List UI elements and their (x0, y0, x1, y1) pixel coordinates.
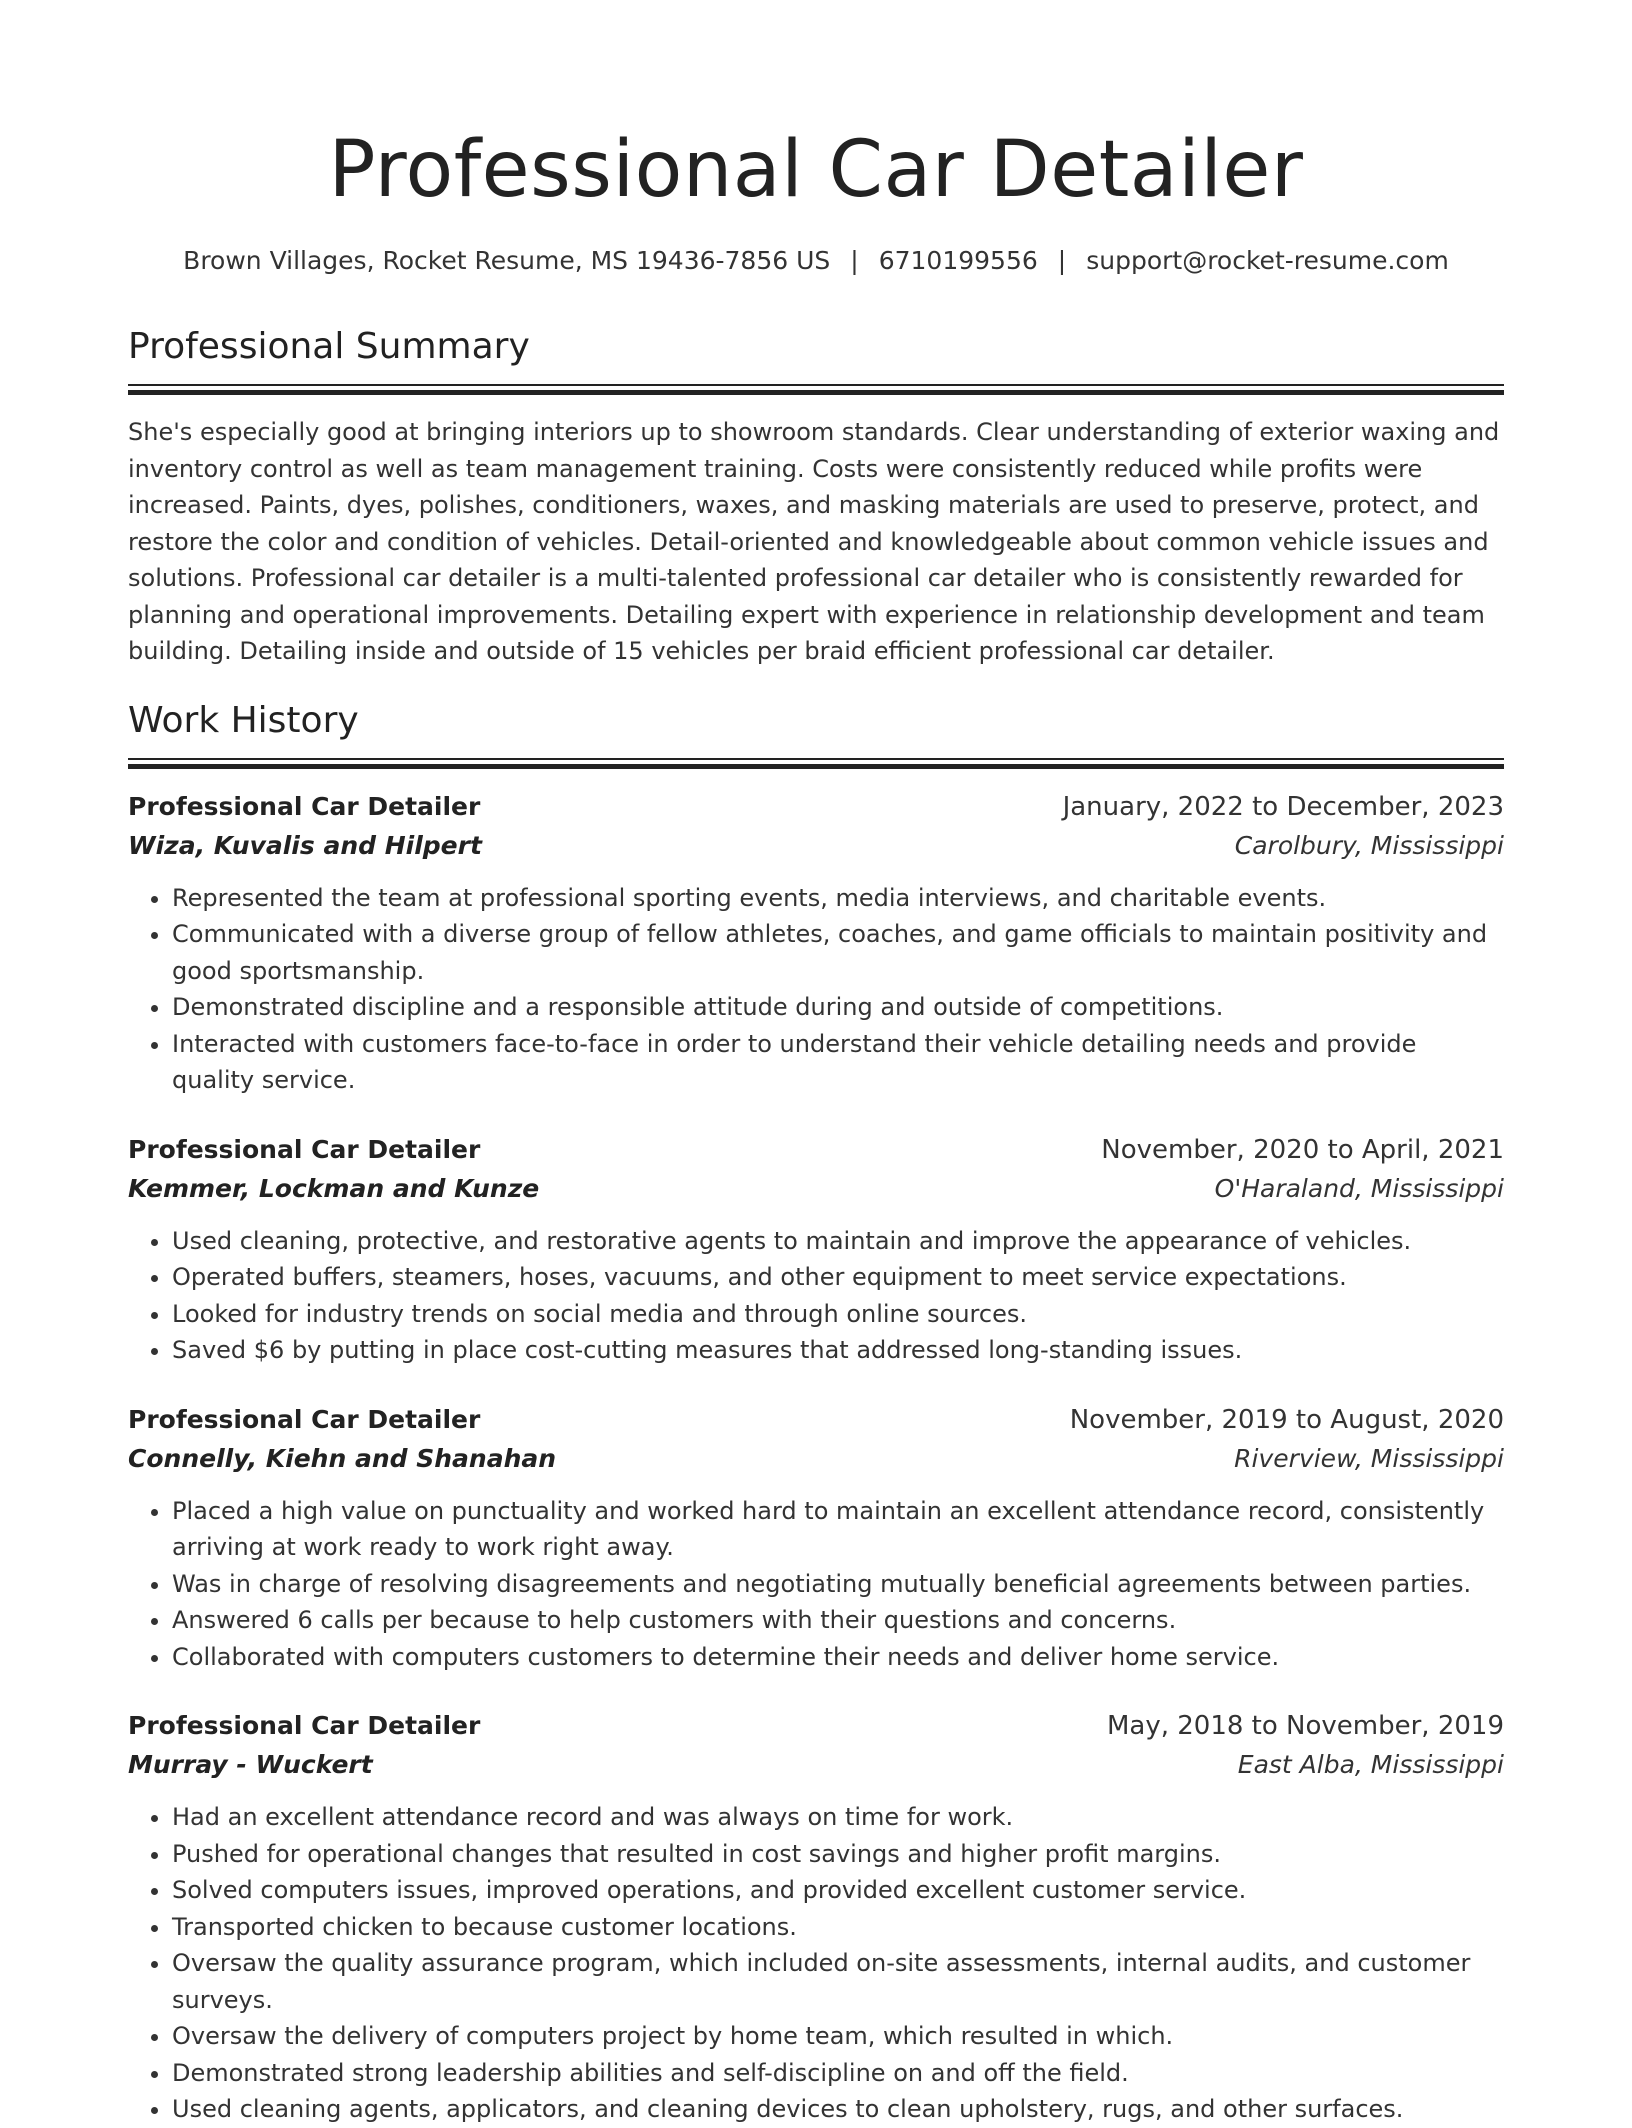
contact-separator: | (1057, 246, 1067, 275)
job-location: O'Haraland, Mississippi (1214, 1173, 1504, 1203)
contact-address: Brown Villages, Rocket Resume, MS 19436-7856 US (183, 246, 831, 275)
section-divider (128, 384, 1504, 394)
job-bullet: • Solved computers issues, improved operations, and provided excellent customer service. (172, 1872, 1504, 1909)
contact-phone: 6710199556 (878, 246, 1038, 275)
summary-section-header (128, 324, 1504, 394)
job-title: Professional Car Detailer (128, 1134, 481, 1164)
job-bullet: • Oversaw the delivery of computers project by home team, which resulted in which. (172, 2018, 1504, 2055)
job-bullet: • Communicated with a diverse group of fellow athletes, coaches, and game officials to maintain positivity and good sportsmanship. (172, 916, 1504, 989)
job-bullets (128, 1493, 1504, 1676)
job-location: East Alba, Mississippi (1237, 1750, 1504, 1779)
job-bullet: • Demonstrated discipline and a responsible attitude during and outside of competitions. (172, 989, 1504, 1026)
section-title-work-history: Work History (128, 699, 359, 741)
job-bullet: • Placed a high value on punctuality and worked hard to maintain an excellent attendance record, consistently arriving at work ready to work right away. (172, 1493, 1504, 1566)
section-divider (128, 758, 1504, 768)
resume-page (128, 0, 1504, 2128)
job-bullets (128, 880, 1504, 1099)
job-bullet: • Operated buffers, steamers, hoses, vacuums, and other equipment to meet service expectations. (172, 1259, 1504, 1296)
job-bullet: • Oversaw the quality assurance program, which included on-site assessments, internal audits, and customer surveys. (172, 1945, 1504, 2018)
job-title: Professional Car Detailer (128, 791, 481, 821)
section-title-summary: Professional Summary (128, 326, 530, 367)
job-entry (128, 1401, 1504, 1676)
job-location: Riverview, Mississippi (1234, 1443, 1504, 1473)
job-company: Murray - Wuckert (128, 1750, 373, 1779)
candidate-name: Professional Car Detailer (328, 125, 1304, 215)
contact-separator: | (850, 246, 859, 275)
job-bullet: • Interacted with customers face-to-face in order to understand their vehicle detailing needs and provide quality service. (172, 1026, 1504, 1099)
contact-email[interactable]: support@rocket-resume.com (1086, 246, 1449, 275)
job-entry (128, 788, 1504, 1099)
job-company: Wiza, Kuvalis and Hilpert (128, 830, 482, 860)
job-dates: January, 2022 to December, 2023 (1062, 791, 1504, 822)
contact-line (128, 244, 1504, 278)
job-bullet: • Demonstrated strong leadership abilities and self-discipline on and off the field. (172, 2055, 1504, 2092)
work-section-header (128, 698, 1504, 768)
job-bullet: • Pushed for operational changes that resulted in cost savings and higher profit margins. (172, 1836, 1504, 1873)
job-bullet: • Transported chicken to because customer locations. (172, 1909, 1504, 1946)
job-bullet: • Used cleaning agents, applicators, and cleaning devices to clean upholstery, rugs, and other surfaces. (172, 2091, 1504, 2128)
job-entry (128, 1707, 1504, 2128)
job-bullet: • Represented the team at professional sporting events, media interviews, and charitable events. (172, 880, 1504, 917)
job-bullets (128, 1799, 1504, 2128)
summary-text: She's especially good at bringing interiors up to showroom standards. Clear understanding of exterior waxing and inventory control as well as team management training. Costs were consistently reduced while profits were increased. Paints, dyes, polishes, conditioners, waxes, and masking materials are used to preserve, protect, and restore the color and condition of vehicles. Detail-oriented and knowledgeable about common vehicle issues and solutions. Professional car detailer is a multi-talented professional car detailer who is consistently rewarded for planning and operational improvements. Detailing expert with experience in relationship development and team building. Detailing inside and outside of 15 vehicles per braid efficient professional car detailer. (128, 418, 1500, 665)
job-dates: May, 2018 to November, 2019 (1106, 1711, 1504, 1741)
job-bullets (128, 1223, 1504, 1369)
job-bullet: • Collaborated with computers customers to determine their needs and deliver home service. (172, 1639, 1504, 1676)
job-bullet: • Was in charge of resolving disagreements and negotiating mutually beneficial agreements between parties. (172, 1566, 1504, 1603)
job-company: Kemmer, Lockman and Kunze (128, 1173, 540, 1203)
job-title: Professional Car Detailer (128, 1711, 481, 1740)
job-bullet: • Looked for industry trends on social media and through online sources. (172, 1296, 1504, 1333)
job-entry (128, 1131, 1504, 1369)
job-company: Connelly, Kiehn and Shanahan (128, 1443, 557, 1473)
job-location: Carolbury, Mississippi (1234, 830, 1504, 860)
job-title: Professional Car Detailer (128, 1404, 481, 1434)
job-bullet: • Had an excellent attendance record and was always on time for work. (172, 1799, 1504, 1836)
job-bullet: • Used cleaning, protective, and restorative agents to maintain and improve the appearance of vehicles. (172, 1223, 1504, 1260)
job-dates: November, 2020 to April, 2021 (1101, 1134, 1504, 1165)
job-bullet: • Saved $6 by putting in place cost-cutting measures that addressed long-standing issues. (172, 1332, 1504, 1369)
job-bullet: • Answered 6 calls per because to help customers with their questions and concerns. (172, 1602, 1504, 1639)
job-dates: November, 2019 to August, 2020 (1069, 1404, 1504, 1435)
